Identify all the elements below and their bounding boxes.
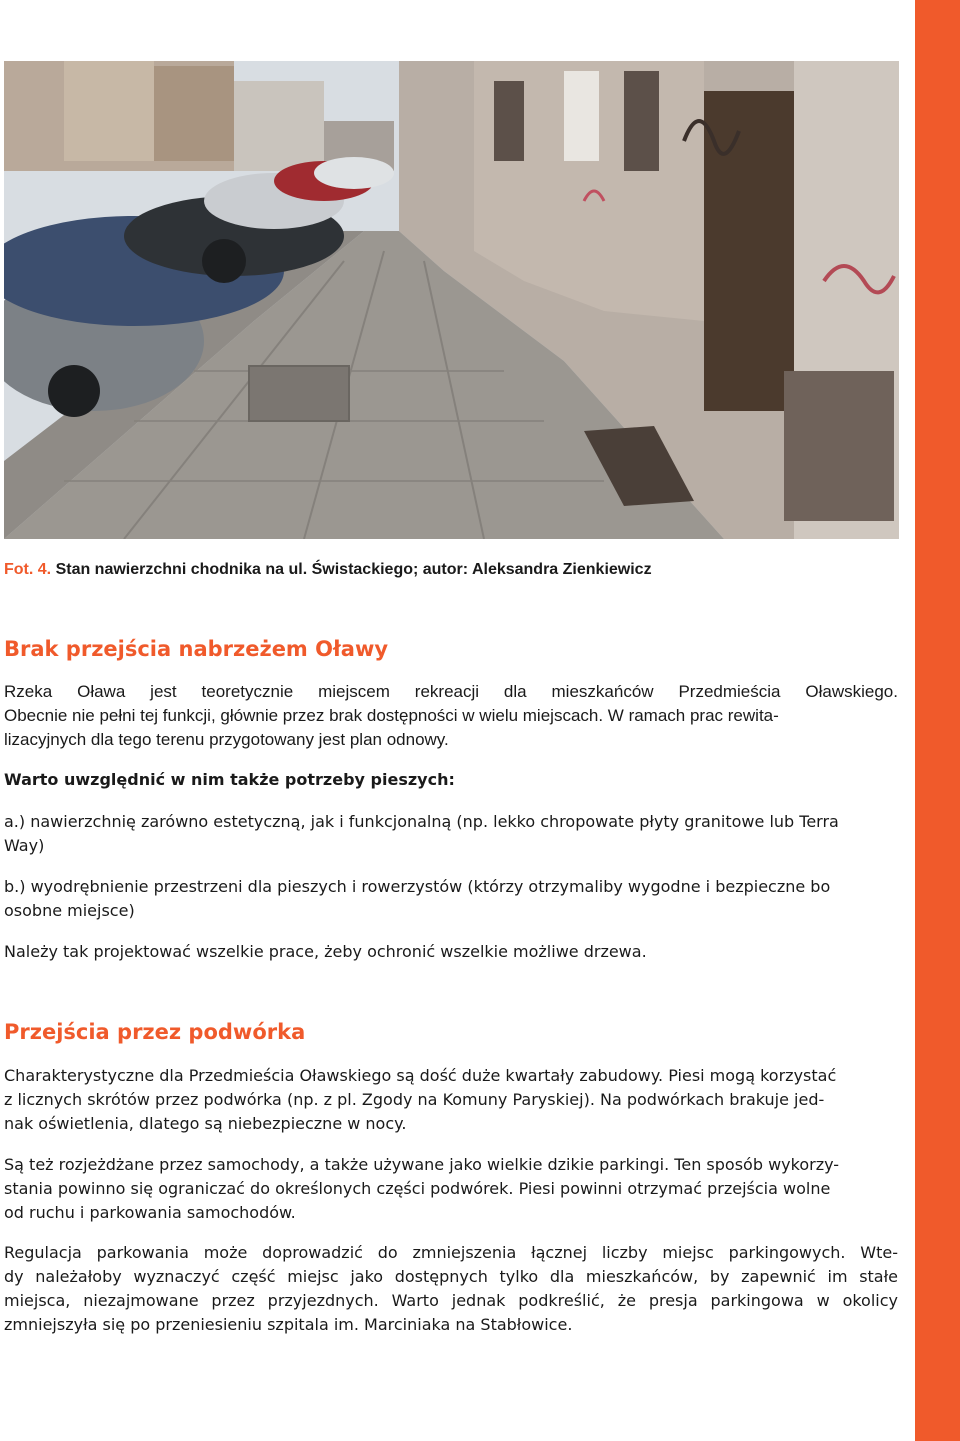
section1-item-b bbox=[4, 875, 898, 923]
item-a-line: Way) bbox=[4, 836, 45, 855]
section1-intro bbox=[4, 680, 898, 752]
para3-line: dy należałoby wyznaczyć część miejsc jako dostępnych tylko dla mieszkańców, by zapewnić im stałe bbox=[4, 1267, 898, 1286]
section2-paragraph-1 bbox=[4, 1064, 898, 1136]
item-b-line: b.) wyodrębnienie przestrzeni dla pieszych i rowerzystów (którzy otrzymaliby wygodne i bezpieczne bo bbox=[4, 877, 831, 896]
section1-closing: Należy tak projektować wszelkie prace, żeby ochronić wszelkie możliwe drzewa. bbox=[4, 942, 647, 961]
section1-intro-line: Obecnie nie pełni tej funkcji, głównie przez brak dostępności w wielu miejscach. W ramach prac rewita- bbox=[4, 706, 779, 725]
orange-side-bar bbox=[915, 0, 960, 1441]
para3-line: miejsca, niezajmowane przez przyjezdnych. Warto jednak podkreślić, że presja parkingowa w okolicy bbox=[4, 1291, 898, 1310]
para2-line: Są też rozjeżdżane przez samochody, a także używane jako wielkie dzikie parkingi. Ten sposób wykorzy- bbox=[4, 1155, 840, 1174]
section1-intro-line: lizacyjnych dla tego terenu przygotowany jest plan odnowy. bbox=[4, 730, 449, 749]
photo-caption bbox=[4, 560, 652, 580]
section2-paragraph-2 bbox=[4, 1153, 898, 1225]
section1-intro-line: Rzeka Oława jest teoretycznie miejscem rekreacji dla mieszkańców Przedmieścia Oławskiego. bbox=[4, 682, 898, 701]
item-a-line: a.) nawierzchnię zarówno estetyczną, jak i funkcjonalną (np. lekko chropowate płyty granitowe lub Terra bbox=[4, 812, 839, 831]
street-photo bbox=[4, 61, 899, 539]
section2-paragraph-3 bbox=[4, 1241, 898, 1337]
para3-line: zmniejszyła się po przeniesieniu szpitala im. Marciniaka na Stabłowice. bbox=[4, 1315, 573, 1334]
section-heading-olawa: Brak przejścia nabrzeżem Oławy bbox=[4, 637, 389, 661]
section-heading-podworka: Przejścia przez podwórka bbox=[4, 1020, 306, 1044]
caption-label: Fot. 4. bbox=[4, 561, 52, 578]
street-photo-illustration bbox=[4, 61, 899, 539]
para1-line: z licznych skrótów przez podwórka (np. z pl. Zgody na Komuny Paryskiej). Na podwórkach brakuje jed- bbox=[4, 1090, 825, 1109]
para1-line: nak oświetlenia, dlatego są niebezpieczne w nocy. bbox=[4, 1114, 407, 1133]
para2-line: stania powinno się ograniczać do określonych części podwórek. Piesi powinni otrzymać przejścia wolne bbox=[4, 1179, 831, 1198]
section1-subheading: Warto uwzględnić w nim także potrzeby pieszych: bbox=[4, 770, 455, 789]
para1-line: Charakterystyczne dla Przedmieścia Oławskiego są dość duże kwartały zabudowy. Piesi mogą korzystać bbox=[4, 1066, 837, 1085]
para2-line: od ruchu i parkowania samochodów. bbox=[4, 1203, 296, 1222]
caption-text: Stan nawierzchni chodnika na ul. Świstackiego; autor: Aleksandra Zienkiewicz bbox=[55, 561, 652, 578]
item-b-line: osobne miejsce) bbox=[4, 901, 135, 920]
section1-item-a bbox=[4, 810, 898, 858]
para3-line: Regulacja parkowania może doprowadzić do zmniejszenia łącznej liczby miejsc parkingowych. Wte- bbox=[4, 1243, 898, 1262]
